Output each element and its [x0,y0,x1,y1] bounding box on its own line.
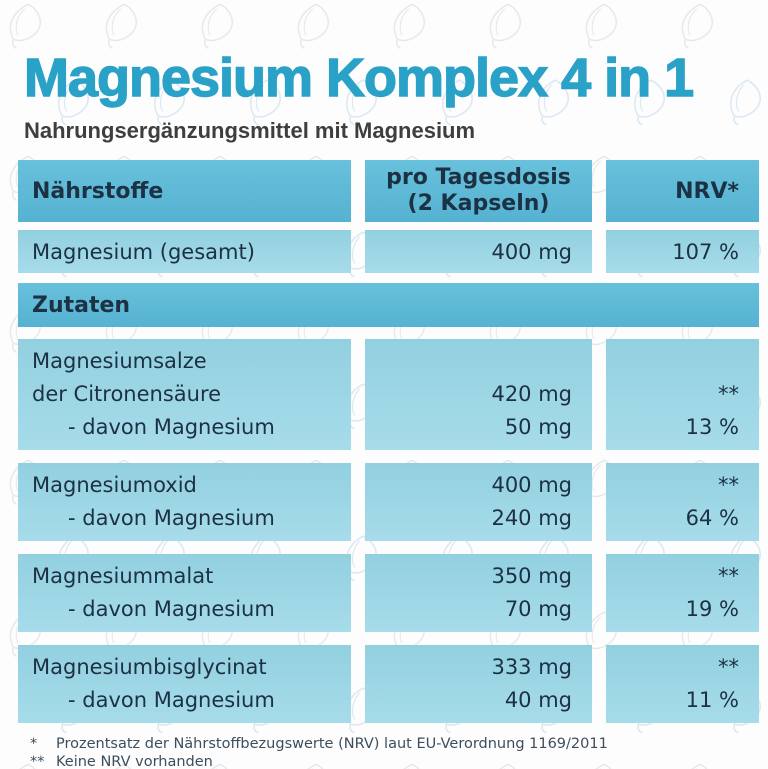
col-header-daily-dose [365,160,592,222]
ingredient-groups [18,339,759,723]
group-nrv-cell [606,554,759,632]
summary-row [18,230,759,273]
footnote-text: Prozentsatz der Nährstoffbezugswerte (NRV) laut EU-Verordnung 1169/2011 [56,736,608,752]
group-nrv-cell [606,339,759,450]
ingredient-name: der Citronensäure [32,382,222,406]
nrv-value: 11 % [685,688,739,712]
ingredient-name: Magnesiumbisglycinat [32,655,267,679]
group-name-cell [18,645,351,723]
amount-value: 400 mg [491,473,572,497]
nutrition-table [18,160,759,769]
amount-value: 400 mg [365,230,592,273]
page-title: Magnesium Komplex 4 in 1 [24,48,694,108]
footnote-text: Keine NRV vorhanden [56,754,213,769]
group-name-cell [18,339,351,450]
group-amount-cell [365,463,592,541]
nrv-value: ** [718,382,739,406]
nrv-value: ** [718,473,739,497]
ingredient-name: - davon Magnesium [68,597,275,621]
col-header-daily-dose-line2: (2 Kapseln) [407,191,550,216]
footnote-marker: * [30,736,38,752]
group-nrv-cell [606,463,759,541]
amount-value: 420 mg [491,382,572,406]
footnote-marker: ** [30,754,45,769]
nrv-value: ** [718,655,739,679]
amount-value: 240 mg [491,506,572,530]
ingredient-group-row [18,339,759,450]
ingredient-name: Magnesium (gesamt) [18,230,351,273]
group-amount-cell [365,554,592,632]
col-header-nrv: NRV* [606,160,759,222]
group-name-cell [18,554,351,632]
nrv-value: ** [718,564,739,588]
ingredient-name: Magnesiumsalze [32,349,207,373]
ingredient-group-row [18,463,759,541]
nrv-value: 13 % [685,415,739,439]
amount-value: 333 mg [491,655,572,679]
footnote [30,753,759,769]
col-header-nutrients: Nährstoffe [18,160,351,222]
group-amount-cell [365,645,592,723]
nrv-value: 107 % [606,230,759,273]
ingredient-name: - davon Magnesium [68,506,275,530]
group-name-cell [18,463,351,541]
ingredient-group-row [18,645,759,723]
nrv-value: 64 % [685,506,739,530]
ingredient-name: Magnesiumoxid [32,473,197,497]
group-amount-cell [365,339,592,450]
ingredient-group-row [18,554,759,632]
footnote-list [30,735,759,769]
amount-value: 40 mg [504,688,572,712]
amount-value: 70 mg [504,597,572,621]
group-nrv-cell [606,645,759,723]
amount-value: 350 mg [491,564,572,588]
ingredient-name: - davon Magnesium [68,688,275,712]
footnote [30,735,759,753]
amount-value [365,345,592,378]
nrv-value: 19 % [685,597,739,621]
page-subtitle: Nahrungsergänzungsmittel mit Magnesium [24,118,476,143]
amount-value: 50 mg [504,415,572,439]
col-header-daily-dose-line1: pro Tagesdosis [386,165,571,190]
ingredient-name: Magnesiummalat [32,564,214,588]
table-header-row [18,160,759,222]
section-header-zutaten: Zutaten [18,283,759,327]
ingredient-name: - davon Magnesium [68,415,275,439]
nrv-value [606,345,759,378]
